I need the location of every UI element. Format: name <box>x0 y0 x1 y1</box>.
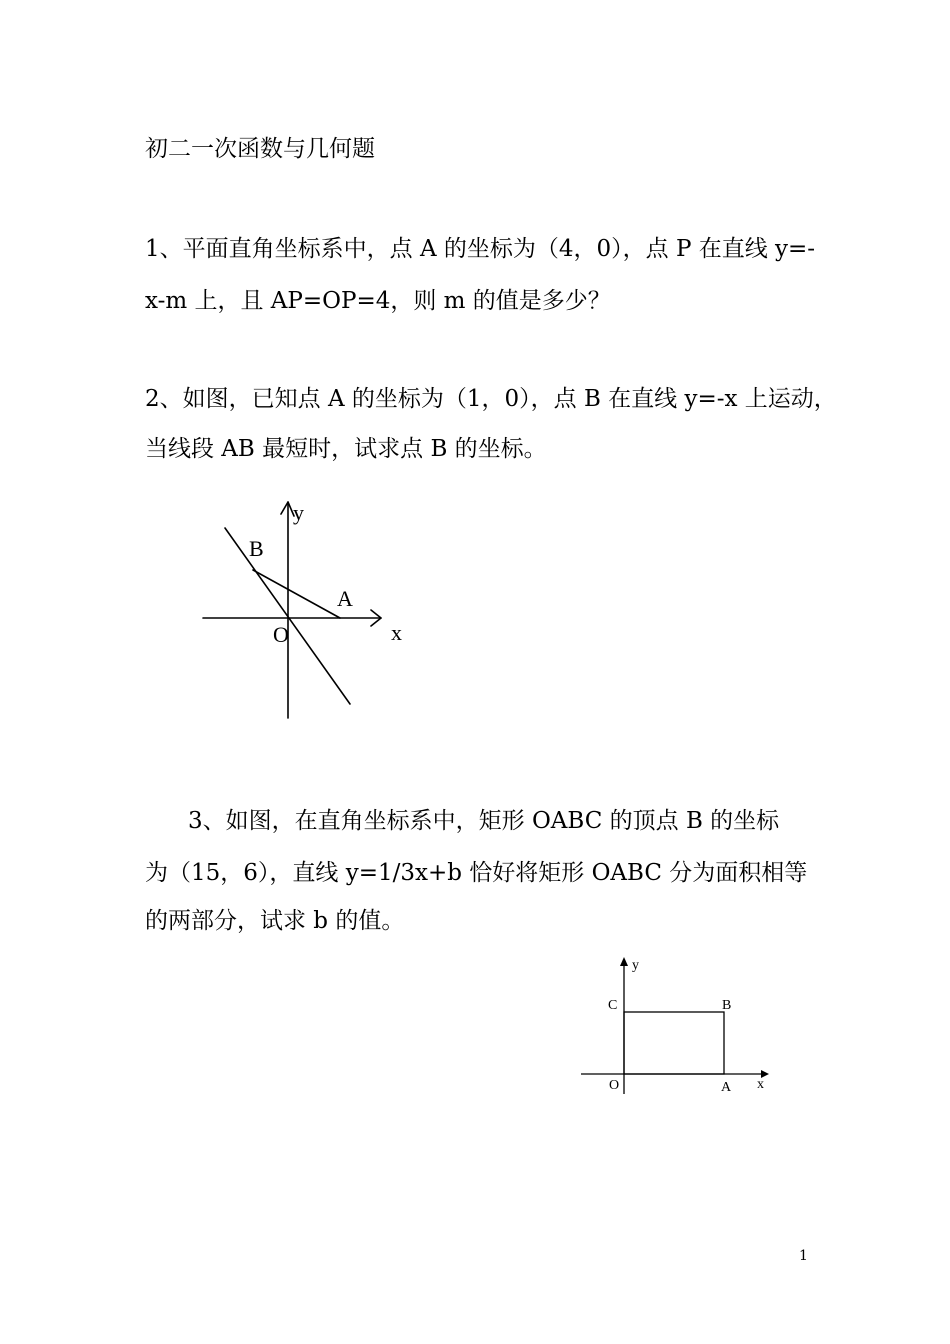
fig2-label-o: O <box>609 1078 620 1093</box>
problem-2-line-2: 当线段 AB 最短时，试求点 B 的坐标。 <box>145 436 547 462</box>
y-axis-arrow <box>620 957 628 966</box>
problem-1-line-1: 1、平面直角坐标系中，点 A 的坐标为（4，0），点 P 在直线 y=- <box>145 236 816 262</box>
fig2-label-b: B <box>722 998 732 1013</box>
fig2-label-y: y <box>632 958 639 973</box>
figure-2-diagram <box>575 950 775 1100</box>
problem-3-line-2: 为（15，6），直线 y=1/3x+b 恰好将矩形 OABC 分为面积相等 <box>145 860 808 886</box>
fig2-label-a: A <box>721 1080 732 1095</box>
page-number: 1 <box>799 1248 808 1264</box>
problem-1-line-2: x-m 上，且 AP=OP=4，则 m 的值是多少？ <box>145 288 611 314</box>
problem-3-line-1: 3、如图，在直角坐标系中，矩形 OABC 的顶点 B 的坐标 <box>188 808 780 834</box>
fig1-label-x: x <box>391 620 402 645</box>
rectangle-oabc <box>624 1012 724 1074</box>
fig1-label-a: A <box>337 586 353 611</box>
document-title: 初二一次函数与几何题 <box>145 136 375 162</box>
problem-3-line-3: 的两部分，试求 b 的值。 <box>145 908 405 934</box>
segment-ab <box>253 570 340 618</box>
fig1-label-b: B <box>249 536 264 561</box>
figure-1-diagram <box>195 490 415 725</box>
fig1-label-origin: O <box>273 622 289 647</box>
fig2-label-c: C <box>608 998 618 1013</box>
fig1-label-y: y <box>293 500 304 525</box>
fig2-label-x: x <box>757 1077 764 1092</box>
problem-2-line-1: 2、如图，已知点 A 的坐标为（1，0），点 B 在直线 y=-x 上运动， <box>145 386 837 412</box>
